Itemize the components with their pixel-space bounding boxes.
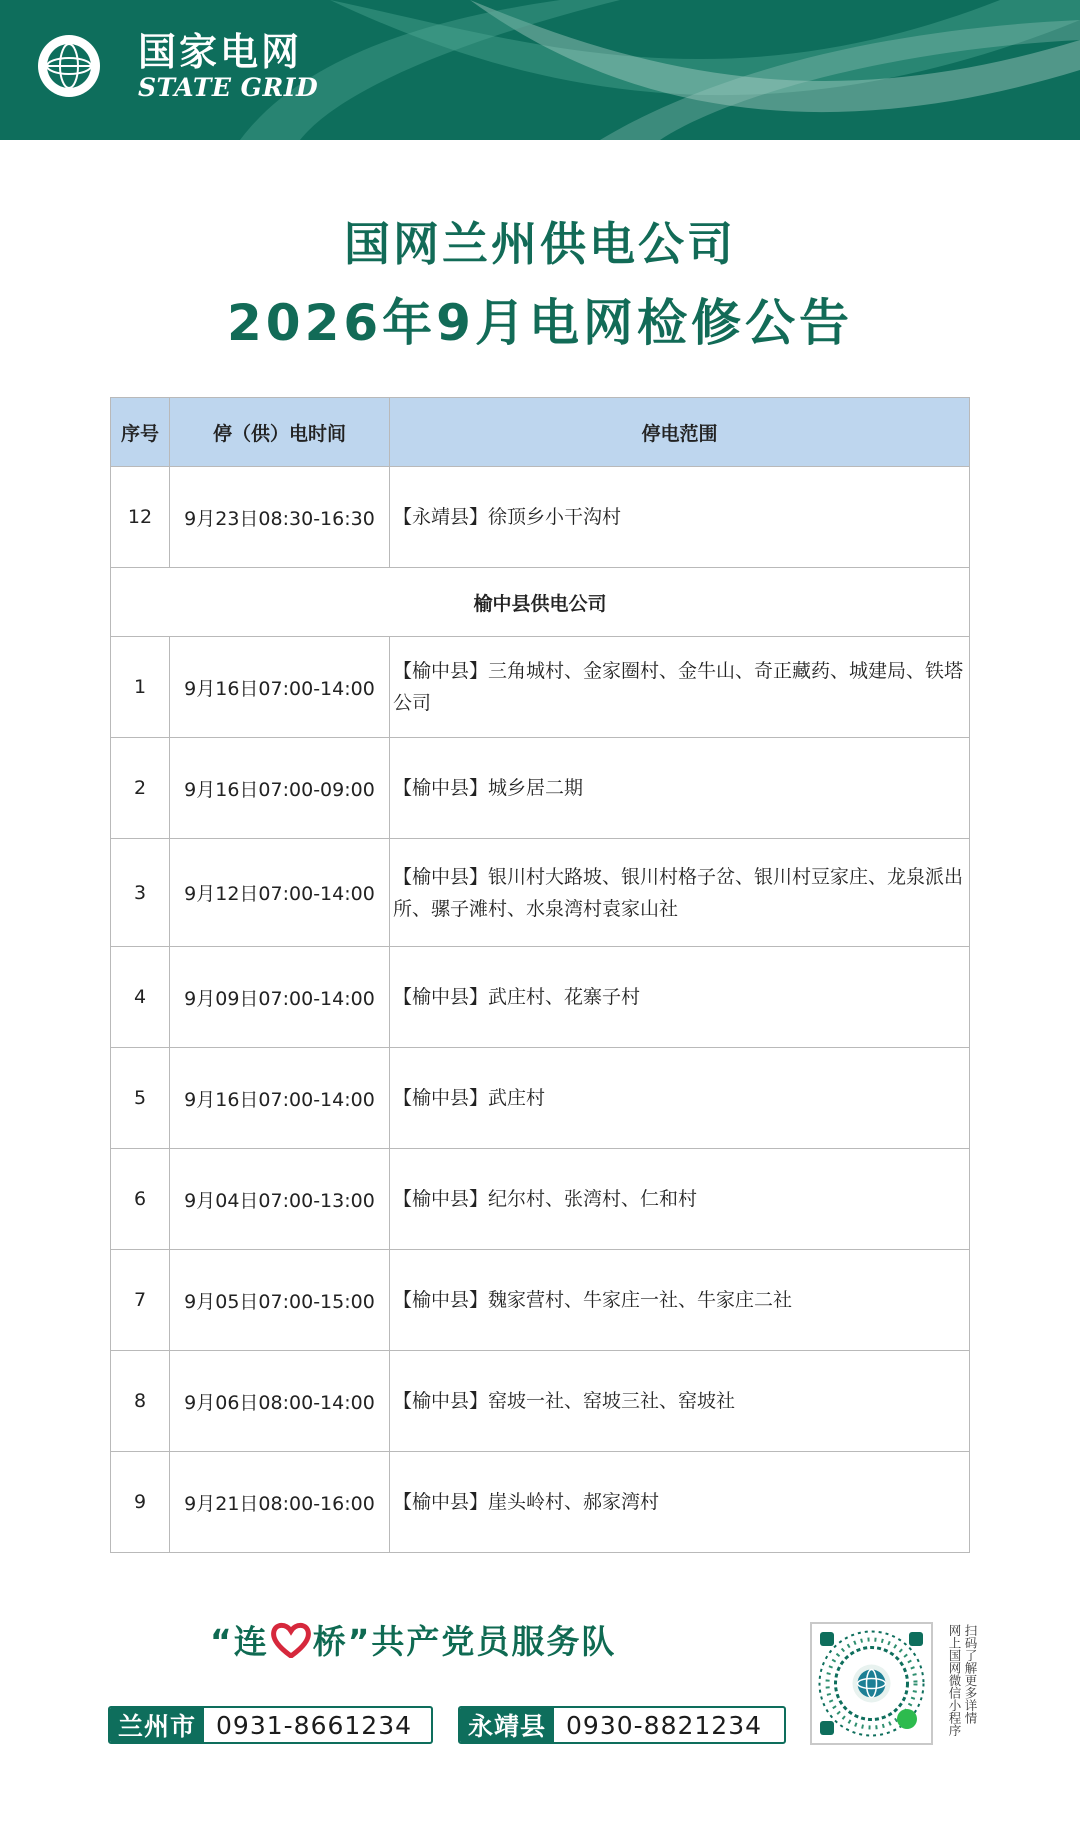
phone-label: 永靖县 [460,1708,554,1742]
row-seq: 7 [111,1250,170,1351]
row-area: 【榆中县】城乡居二期 [390,738,970,839]
row-time: 9月23日08:30-16:30 [170,467,390,568]
row-time: 9月16日07:00-14:00 [170,1048,390,1149]
table-row [111,637,970,738]
party-service-slogan [210,1616,616,1663]
row-area: 【永靖县】徐顶乡小干沟村 [390,467,970,568]
row-seq: 12 [111,467,170,568]
table-row [111,1250,970,1351]
table-row [111,738,970,839]
row-seq: 1 [111,637,170,738]
row-time: 9月16日07:00-09:00 [170,738,390,839]
page-title-company: 国网兰州供电公司 [344,217,736,271]
row-time: 9月06日08:00-14:00 [170,1351,390,1452]
row-seq: 9 [111,1452,170,1553]
header-area: 停电范围 [390,398,970,467]
row-area: 【榆中县】魏家营村、牛家庄一社、牛家庄二社 [390,1250,970,1351]
brand-logo [36,30,318,102]
row-time: 9月12日07:00-14:00 [170,839,390,947]
row-seq: 5 [111,1048,170,1149]
qr-caption [938,1624,978,1744]
slogan-open: “连 [210,1622,269,1661]
row-seq: 6 [111,1149,170,1250]
row-area: 【榆中县】窑坡一社、窑坡三社、窑坡社 [390,1351,970,1452]
outage-table [110,397,970,1553]
mini-program-qr-code[interactable] [810,1622,933,1745]
phone-lanzhou [108,1706,433,1744]
table-row [111,839,970,947]
row-area: 【榆中县】武庄村、花寨子村 [390,947,970,1048]
table-row [111,467,970,568]
phone-yongjing [458,1706,786,1744]
table-row [111,1149,970,1250]
row-seq: 4 [111,947,170,1048]
slogan-close: 桥”共产党员服务队 [312,1622,617,1661]
state-grid-globe-logo [36,33,102,99]
header-time: 停（供）电时间 [170,398,390,467]
table-header-row [111,398,970,467]
row-time: 9月05日07:00-15:00 [170,1250,390,1351]
section-row [111,568,970,637]
row-time: 9月09日07:00-14:00 [170,947,390,1048]
row-seq: 3 [111,839,170,947]
table-row [111,1351,970,1452]
brand-name-en: STATE GRID [138,73,319,102]
row-seq: 2 [111,738,170,839]
row-time: 9月21日08:00-16:00 [170,1452,390,1553]
qr-caption-scan: 扫码了解更多详情 [963,1624,978,1724]
table-row [111,947,970,1048]
phone-number[interactable]: 0930-8821234 [554,1708,774,1742]
table-row [111,1048,970,1149]
heart-icon [271,1622,311,1658]
row-area: 【榆中县】银川村大路坡、银川村格子岔、银川村豆家庄、龙泉派出所、骡子滩村、水泉湾村袁家山社 [390,839,970,947]
qr-caption-app: 网上国网微信小程序 [947,1624,962,1737]
row-area: 【榆中县】武庄村 [390,1048,970,1149]
section-title: 榆中县供电公司 [111,568,970,637]
qr-code-icon [812,1624,931,1743]
row-area: 【榆中县】纪尔村、张湾村、仁和村 [390,1149,970,1250]
row-time: 9月16日07:00-14:00 [170,637,390,738]
table-row [111,1452,970,1553]
page-title-notice: 2026年9月电网检修公告 [227,294,853,352]
header-seq: 序号 [111,398,170,467]
row-area: 【榆中县】三角城村、金家圈村、金牛山、奇正藏药、城建局、铁塔公司 [390,637,970,738]
row-seq: 8 [111,1351,170,1452]
header-banner [0,0,1080,140]
phone-label: 兰州市 [110,1708,204,1742]
phone-number[interactable]: 0931-8661234 [204,1708,424,1742]
row-time: 9月04日07:00-13:00 [170,1149,390,1250]
brand-name-cn: 国家电网 [138,30,303,74]
row-area: 【榆中县】崖头岭村、郝家湾村 [390,1452,970,1553]
